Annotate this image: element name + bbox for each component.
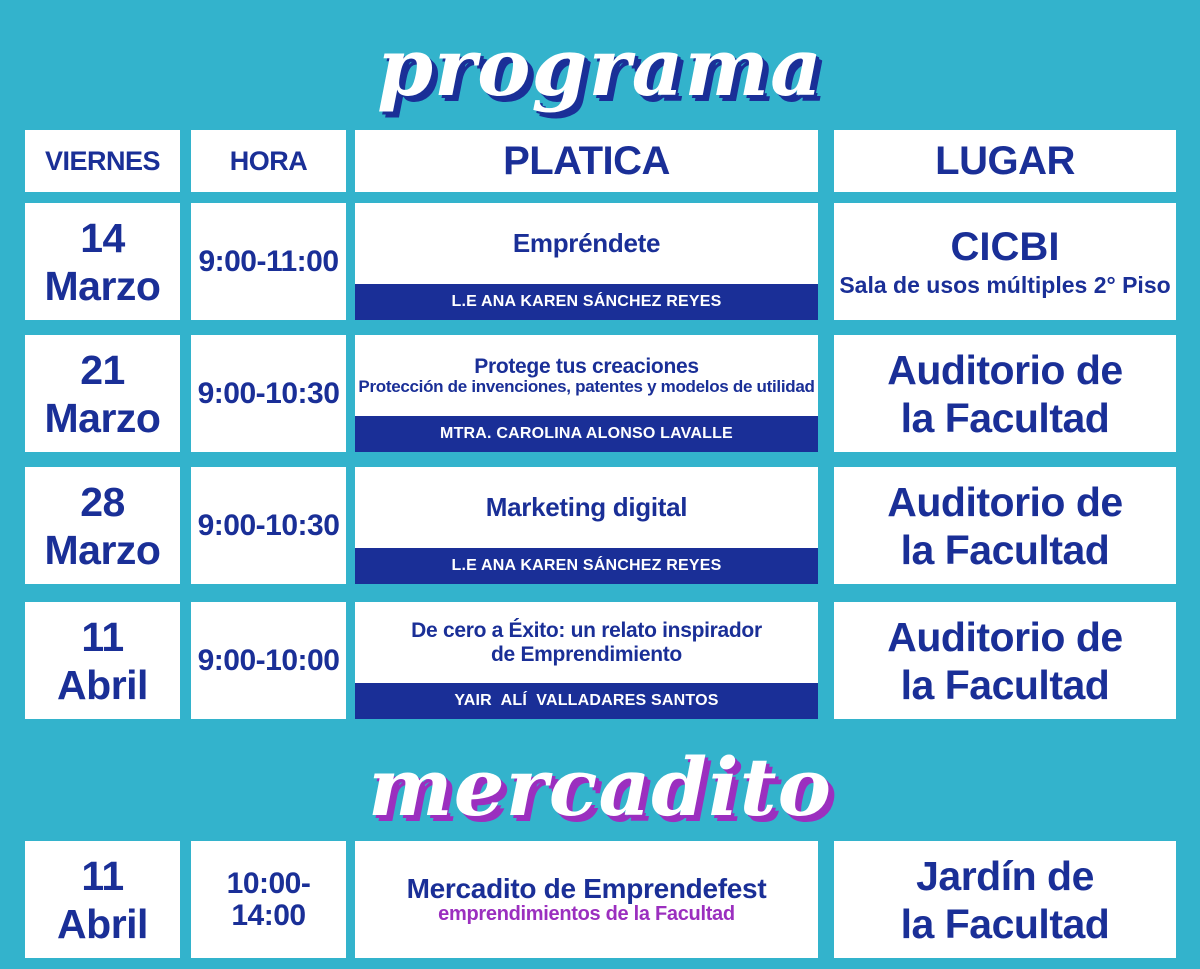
- mercadito-event: [355, 841, 818, 958]
- mercadito-month: Abril: [57, 900, 148, 947]
- row-2-place-line1: Auditorio de: [887, 346, 1123, 393]
- row-2-talk-title: [355, 335, 818, 416]
- row-2-talk-main: Protege tus creaciones: [474, 354, 699, 378]
- row-1-day: 14: [80, 214, 125, 261]
- row-4-talk-sub: de Emprendimiento: [491, 642, 682, 666]
- row-3-time: [191, 467, 346, 584]
- row-4-time: [191, 602, 346, 719]
- mercadito-event-subtitle: emprendimientos de la Facultad: [438, 902, 735, 925]
- header-place: [834, 130, 1176, 192]
- row-2-place-line2: la Facultad: [900, 394, 1110, 441]
- row-2-month: Marzo: [44, 394, 161, 441]
- row-4-talk-title: [355, 602, 818, 683]
- mercadito-place-line2: la Facultad: [900, 900, 1110, 947]
- row-1-place-main: CICBI: [950, 224, 1060, 269]
- row-3-talk-main: Marketing digital: [485, 492, 688, 523]
- row-3-speaker: L.E ANA KAREN SÁNCHEZ REYES: [355, 548, 818, 584]
- mercadito-time-label: 10:00-14:00: [226, 867, 311, 932]
- row-1-talk-title: [355, 203, 818, 284]
- row-4-place-line1: Auditorio de: [887, 613, 1123, 660]
- row-3-date: [25, 467, 180, 584]
- row-4-month: Abril: [57, 661, 148, 708]
- row-1-talk-main: Empréndete: [512, 228, 661, 259]
- row-4-time-label: 9:00-10:00: [197, 643, 340, 677]
- row-4-date: [25, 602, 180, 719]
- row-1-place: [834, 203, 1176, 320]
- row-2-talk-sub: Protección de invenciones, patentes y modelos de utilidad: [358, 376, 815, 396]
- row-4-speaker: YAIR ALÍ VALLADARES SANTOS: [355, 683, 818, 719]
- row-4-place: [834, 602, 1176, 719]
- row-4-day: 11: [81, 613, 124, 660]
- row-4-place-line2: la Facultad: [900, 661, 1110, 708]
- row-4-talk-main: De cero a Éxito: un relato inspirador: [411, 619, 762, 643]
- row-1-place-sub: Sala de usos múltiples 2° Piso: [839, 271, 1171, 298]
- header-time: [191, 130, 346, 192]
- row-2-day: 21: [80, 346, 125, 393]
- row-2-date: [25, 335, 180, 452]
- row-3-talk-title: [355, 467, 818, 548]
- header-time-label: HORA: [229, 145, 308, 176]
- mercadito-place-line1: Jardín de: [916, 852, 1094, 899]
- row-2-speaker: MTRA. CAROLINA ALONSO LAVALLE: [355, 416, 818, 452]
- row-1-talk: [355, 203, 818, 320]
- row-3-place-line2: la Facultad: [900, 526, 1110, 573]
- row-3-place: [834, 467, 1176, 584]
- row-1-time: [191, 203, 346, 320]
- row-1-time-label: 9:00-11:00: [198, 244, 339, 278]
- row-2-time-label: 9:00-10:30: [197, 376, 340, 410]
- header-place-label: LUGAR: [935, 139, 1075, 183]
- row-1-date: [25, 203, 180, 320]
- row-3-place-line1: Auditorio de: [887, 478, 1123, 525]
- row-1-speaker: L.E ANA KAREN SÁNCHEZ REYES: [355, 284, 818, 320]
- row-3-month: Marzo: [44, 526, 161, 573]
- mercadito-date: [25, 841, 180, 958]
- header-day: [25, 130, 180, 192]
- row-2-time: [191, 335, 346, 452]
- mercadito-day: 11: [81, 852, 124, 899]
- row-4-talk: [355, 602, 818, 719]
- header-talk: [355, 130, 818, 192]
- row-2-talk: [355, 335, 818, 452]
- mercadito-place: [834, 841, 1176, 958]
- row-1-month: Marzo: [44, 262, 161, 309]
- header-talk-label: PLATICA: [503, 139, 670, 183]
- row-3-day: 28: [80, 478, 125, 525]
- programa-title: programa: [377, 20, 823, 114]
- mercadito-time: [191, 841, 346, 958]
- row-3-time-label: 9:00-10:30: [197, 508, 340, 542]
- mercadito-title: mercadito: [368, 740, 832, 834]
- mercadito-event-title: Mercadito de Emprendefest: [406, 873, 767, 905]
- row-2-place: [834, 335, 1176, 452]
- header-day-label: VIERNES: [44, 145, 161, 176]
- row-3-talk: [355, 467, 818, 584]
